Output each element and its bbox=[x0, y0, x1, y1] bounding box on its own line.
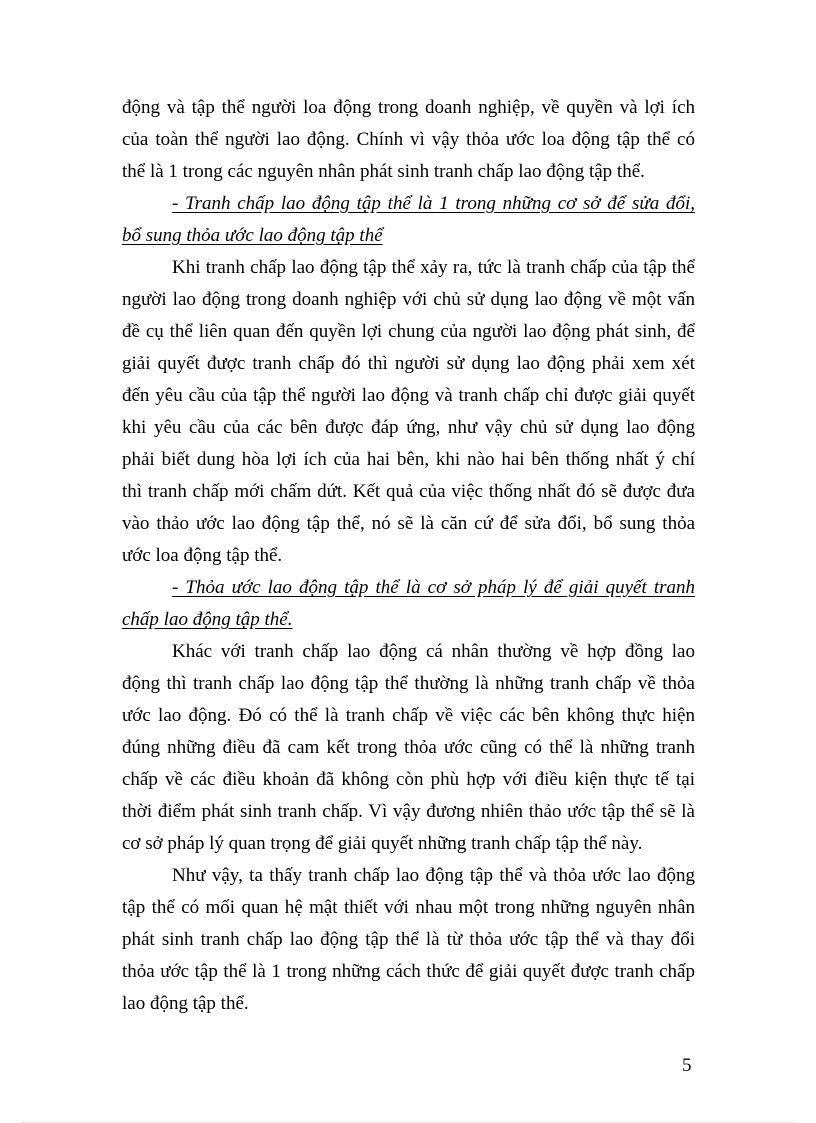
text-line: người lao động trong doanh nghiệp với chủ sử dụng lao động về một vấn bbox=[122, 289, 695, 310]
text-line: ước loa động tập thể. bbox=[122, 545, 283, 566]
text-line: thể là 1 trong các nguyên nhân phát sinh tranh chấp lao động tập thể. bbox=[122, 161, 645, 182]
text-line: động và tập thể người loa động trong doanh nghiệp, về quyền và lợi ích bbox=[122, 97, 695, 118]
text-line: khi yêu cầu của các bên được đáp ứng, như vậy chủ sử dụng lao động bbox=[122, 417, 695, 438]
document-page bbox=[122, 92, 695, 1020]
text-line: Khác với tranh chấp lao động cá nhân thường về hợp đồng lao bbox=[172, 641, 695, 662]
text-line: động thì tranh chấp lao động tập thể thường là những tranh chấp về thỏa bbox=[122, 673, 695, 694]
heading-line: chấp lao động tập thể. bbox=[122, 609, 293, 630]
heading-line: - Thỏa ước lao động tập thể là cơ sở pháp lý để giải quyết tranh bbox=[172, 577, 695, 598]
section-heading bbox=[122, 572, 695, 636]
page-number: 5 bbox=[682, 1055, 692, 1076]
text-line: đúng những điều đã cam kết trong thỏa ước cũng có thể là những tranh bbox=[122, 737, 695, 758]
paragraph bbox=[122, 636, 695, 860]
text-line: đề cụ thể liên quan đến quyền lợi chung của người lao động phát sinh, để bbox=[122, 321, 695, 342]
text-line: tập thể có mối quan hệ mật thiết với nhau một trong những nguyên nhân bbox=[122, 897, 695, 918]
text-line: đến yêu cầu của tập thể người lao động và tranh chấp chỉ được giải quyết bbox=[122, 385, 695, 406]
paragraph bbox=[122, 252, 695, 572]
text-line: thỏa ước tập thể là 1 trong những cách thức để giải quyết được tranh chấp bbox=[122, 961, 695, 982]
section-heading bbox=[122, 188, 695, 252]
text-line: phải biết dung hòa lợi ích của hai bên, khi nào hai bên thống nhất ý chí bbox=[122, 449, 695, 470]
text-line: của toàn thể người lao động. Chính vì vậy thỏa ước loa động tập thể có bbox=[122, 129, 695, 150]
text-line: giải quyết được tranh chấp đó thì người sử dụng lao động phải xem xét bbox=[122, 353, 695, 374]
text-line: lao động tập thể. bbox=[122, 993, 249, 1014]
text-line: chấp về các điều khoản đã không còn phù hợp với điều kiện thực tế tại bbox=[122, 769, 695, 790]
text-line: thời điểm phát sinh tranh chấp. Vì vậy đương nhiên thảo ước tập thể sẽ là bbox=[122, 801, 695, 822]
text-line: Như vậy, ta thấy tranh chấp lao động tập thể và thỏa ước lao động bbox=[172, 865, 695, 886]
text-line: Khi tranh chấp lao động tập thể xảy ra, tức là tranh chấp của tập thể bbox=[172, 257, 695, 278]
paragraph bbox=[122, 860, 695, 1020]
text-line: vào thảo ước lao động tập thể, nó sẽ là căn cứ để sửa đổi, bổ sung thỏa bbox=[122, 513, 695, 534]
text-line: thì tranh chấp mới chấm dứt. Kết quả của việc thống nhất đó sẽ được đưa bbox=[122, 481, 695, 502]
text-line: phát sinh tranh chấp lao động tập thể là từ thỏa ước tập thể và thay đổi bbox=[122, 929, 695, 950]
heading-line: bổ sung thỏa ước lao động tập thể bbox=[122, 225, 383, 246]
text-line: ước lao động. Đó có thể là tranh chấp về việc các bên không thực hiện bbox=[122, 705, 695, 726]
heading-line: - Tranh chấp lao động tập thể là 1 trong những cơ sở để sửa đổi, bbox=[172, 193, 695, 214]
paragraph bbox=[122, 92, 695, 188]
text-line: cơ sở pháp lý quan trọng để giải quyết những tranh chấp tập thể này. bbox=[122, 833, 643, 854]
